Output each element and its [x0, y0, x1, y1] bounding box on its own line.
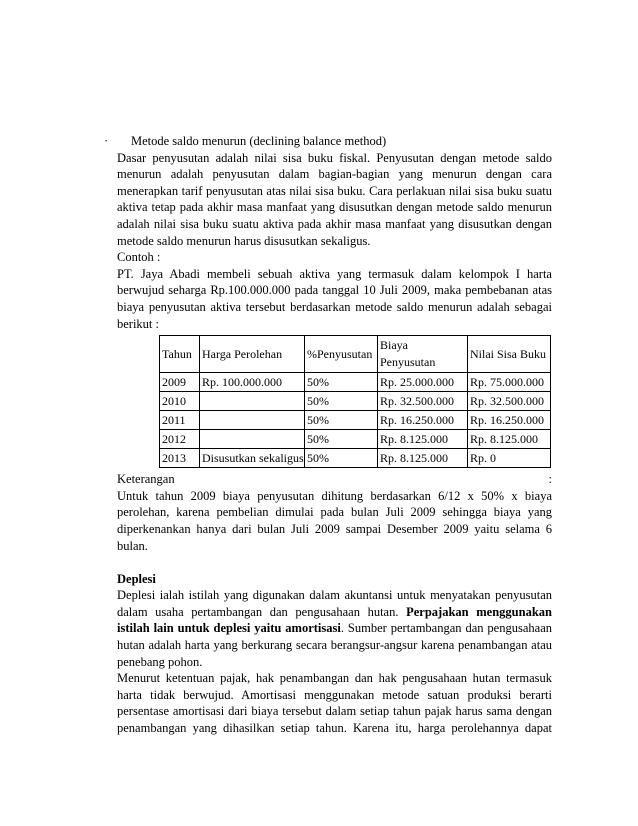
table-cell: Rp. 75.000.000 — [468, 373, 551, 392]
document-content — [104, 133, 552, 737]
table-cell: Rp. 16.250.000 — [378, 411, 468, 430]
table-cell — [200, 411, 305, 430]
paragraph-deplesi-1 — [117, 587, 552, 670]
table-row — [160, 392, 551, 411]
table-cell: Rp. 25.000.000 — [378, 373, 468, 392]
table-header-harga-perolehan: Harga Perolehan — [200, 336, 305, 373]
table-row — [160, 411, 551, 430]
table-cell: Rp. 32.500.000 — [378, 392, 468, 411]
table-cell: Rp. 32.500.000 — [468, 392, 551, 411]
table-header-tahun: Tahun — [160, 336, 200, 373]
keterangan-label: Keterangan — [117, 472, 175, 487]
table-cell: Rp. 8.125.000 — [378, 430, 468, 449]
table-row — [160, 449, 551, 468]
table-cell: 2012 — [160, 430, 200, 449]
table-cell — [200, 430, 305, 449]
bullet-marker: · — [104, 134, 109, 148]
table-header-nilai-sisa-buku: Nilai Sisa Buku — [468, 336, 551, 373]
table-cell: 2011 — [160, 411, 200, 430]
table-cell: 2013 — [160, 449, 200, 468]
paragraph-contoh-case: PT. Jaya Abadi membeli sebuah aktiva yang termasuk dalam kelompok I harta berwujud seharga Rp.100.000.000 pada tanggal 10 Juli 2009, maka pembebanan atas biaya penyusutan aktiva tersebut berdasarkan metode saldo menurun adalah sebagai berikut : — [117, 266, 552, 331]
paragraph-deplesi-2: Menurut ketentuan pajak, hak penambangan dan hak pengusahaan hutan termasuk harta tidak berwujud. Amortisasi menggunakan metode satuan produksi berarti persentase amortisasi dari biaya tersebut dalam setiap tahun pajak harus sama dengan penambangan yang dihasilkan setiap tahun. Karena itu, harga perolehannya dapat — [117, 671, 552, 736]
keterangan-colon: : — [548, 472, 552, 487]
deplesi-text-normal: Deplesi ialah istilah yang digunakan dalam akuntansi untuk menyatakan penyusutan dalam usaha pertambangan dan pengusahaan hutan. — [117, 588, 552, 619]
table-cell: 50% — [305, 449, 378, 468]
table-cell: Disusutkan sekaligus — [200, 449, 305, 468]
keterangan-line — [117, 471, 552, 488]
contoh-label: Contoh : — [117, 250, 161, 265]
table-row — [160, 430, 551, 449]
table-cell: Rp. 8.125.000 — [468, 430, 551, 449]
paragraph-dasar-penyusutan: Dasar penyusutan adalah nilai sisa buku fiskal. Penyusutan dengan metode saldo menurun adalah penyusutan dalam bagian-bagian yang menurun dengan cara menerapkan tarif penyusutan atas nilai sisa buku. Cara perlakuan nilai sisa buku suatu aktiva tetap pada akhir masa manfaat yang disusutkan dengan metode saldo menurun adalah nilai sisa buku suatu aktiva pada akhir masa manfaat yang disusutkan dengan metode saldo menurun harus disusutkan sekaligus. — [117, 150, 552, 248]
table-cell: Rp. 100.000.000 — [200, 373, 305, 392]
deplesi-text-bold: Perpajakan menggunakan istilah lain untuk deplesi yaitu amortisasi — [117, 604, 552, 636]
table-cell: 50% — [305, 411, 378, 430]
table-cell: Rp. 16.250.000 — [468, 411, 551, 430]
method-title: Metode saldo menurun (declining balance method) — [131, 134, 387, 148]
table-header-row — [160, 336, 551, 373]
table-cell: 50% — [305, 392, 378, 411]
table-cell: 50% — [305, 373, 378, 392]
table-cell: Rp. 8.125.000 — [378, 449, 468, 468]
depreciation-table — [159, 335, 551, 468]
method-title-line — [104, 133, 552, 150]
table-cell: 2010 — [160, 392, 200, 411]
deplesi-text-normal: . Sumber pertambangan dan pengusahaan hutan adalah harta yang berkurang secara berangsur-angsur karena penambangan atau penebang pohon. — [117, 621, 552, 669]
table-header-biaya-penyusutan: Biaya Penyusutan — [378, 336, 468, 373]
deplesi-heading: Deplesi — [117, 571, 156, 586]
table-cell: 50% — [305, 430, 378, 449]
table-cell: 2009 — [160, 373, 200, 392]
table-cell: Rp. 0 — [468, 449, 551, 468]
paragraph-keterangan: Untuk tahun 2009 biaya penyusutan dihitung berdasarkan 6/12 x 50% x biaya perolehan, karena pembelian dimulai pada bulan Juli 2009 sehingga biaya yang diperkenankan hanya dari bulan Juli 2009 sampai Desember 2009 yaitu selama 6 bulan. — [117, 488, 552, 553]
table-row — [160, 373, 551, 392]
table-cell — [200, 392, 305, 411]
table-header-persen-penyusutan: %Penyusutan — [305, 336, 378, 373]
